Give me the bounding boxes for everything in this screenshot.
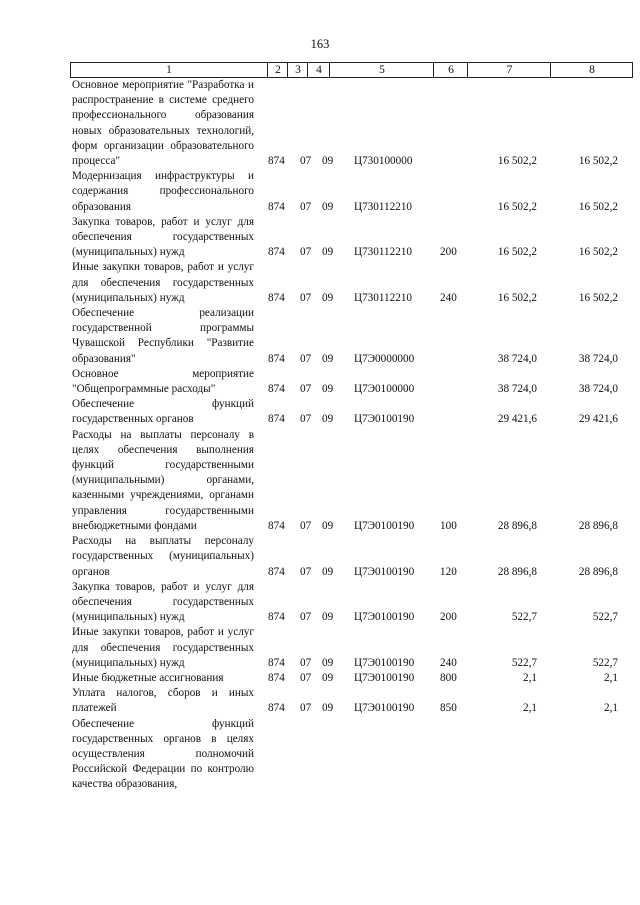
row-rz: 07 — [300, 671, 312, 684]
row-ved: 874 — [268, 155, 285, 168]
row-ved: 874 — [268, 383, 285, 396]
row-pr: 09 — [322, 383, 334, 396]
row-csr: Ц730112210 — [354, 246, 413, 259]
col-header-1: 1 — [166, 64, 172, 76]
row-sum-2: 38 724,0 — [578, 383, 618, 396]
row-sum-1: 16 502,2 — [497, 200, 537, 213]
row-pr: 09 — [322, 352, 334, 365]
row-pr: 09 — [322, 246, 334, 259]
table-row — [72, 215, 632, 261]
row-vr: 240 — [440, 656, 457, 669]
row-sum-1: 16 502,2 — [497, 155, 537, 168]
row-sum-1: 16 502,2 — [497, 246, 537, 259]
row-sum-1: 2,1 — [523, 671, 537, 684]
row-ved: 874 — [268, 702, 285, 715]
row-pr: 09 — [322, 519, 334, 532]
row-ved: 874 — [268, 200, 285, 213]
row-sum-2: 16 502,2 — [578, 246, 618, 259]
row-sum-2: 16 502,2 — [578, 200, 618, 213]
row-csr: Ц7Э0100000 — [354, 383, 415, 396]
col-header-7: 7 — [467, 63, 551, 77]
col-header-5: 5 — [329, 63, 434, 77]
row-sum-1: 522,7 — [511, 656, 537, 669]
table-row — [72, 717, 632, 793]
row-pr: 09 — [322, 413, 334, 426]
row-vr: 850 — [440, 702, 457, 715]
row-description: Расходы на выплаты персоналу в целях обеспечения выполнения функций государственными (муниципальными) органами, казенными учреждениями, органами управления государственными внебюджетными фондами — [72, 428, 254, 532]
row-sum-1: 38 724,0 — [497, 352, 537, 365]
row-vr: 240 — [440, 291, 457, 304]
row-description: Закупка товаров, работ и услуг для обеспечения государственных (муниципальных) нужд — [72, 580, 254, 624]
table-row — [72, 367, 632, 397]
row-description: Основное мероприятие "Разработка и распространение в системе среднего профессионального образования новых образовательных технологий, форм организации образовательного процесса" — [72, 79, 254, 168]
row-vr: 800 — [440, 671, 457, 684]
row-rz: 07 — [300, 246, 312, 259]
row-sum-2: 2,1 — [604, 702, 618, 715]
row-pr: 09 — [322, 155, 334, 168]
row-csr: Ц7Э0100190 — [354, 702, 415, 715]
row-ved: 874 — [268, 565, 285, 578]
row-sum-1: 38 724,0 — [497, 383, 537, 396]
col-header-3: 3 — [287, 63, 308, 77]
table-row — [72, 534, 632, 580]
row-pr: 09 — [322, 656, 334, 669]
row-ved: 874 — [268, 671, 285, 684]
row-description: Обеспечение реализации государственной программы Чувашской Республики "Развитие образования" — [72, 307, 254, 365]
row-rz: 07 — [300, 383, 312, 396]
row-rz: 07 — [300, 352, 312, 365]
table-row — [72, 306, 632, 367]
row-rz: 07 — [300, 200, 312, 213]
row-sum-2: 29 421,6 — [578, 413, 618, 426]
page-number: 163 — [310, 37, 330, 51]
table-body — [72, 78, 632, 793]
row-sum-1: 28 896,8 — [497, 519, 537, 532]
table-row — [72, 428, 632, 534]
table-row — [72, 397, 632, 427]
row-csr: Ц7Э0100190 — [354, 519, 415, 532]
table-row — [72, 625, 632, 671]
row-rz: 07 — [300, 702, 312, 715]
row-description: Закупка товаров, работ и услуг для обеспечения государственных (муниципальных) нужд — [72, 215, 254, 259]
row-description: Иные закупки товаров, работ и услуг для обеспечения государственных (муниципальных) нужд — [72, 261, 254, 304]
row-description: Иные закупки товаров, работ и услуг для обеспечения государственных (муниципальных) нужд — [72, 626, 254, 669]
row-ved: 874 — [268, 246, 285, 259]
row-csr: Ц730112210 — [354, 200, 413, 213]
row-vr: 200 — [440, 246, 457, 259]
row-sum-2: 16 502,2 — [578, 291, 618, 304]
row-pr: 09 — [322, 611, 334, 624]
table-row — [72, 260, 632, 306]
row-pr: 09 — [322, 200, 334, 213]
table-row — [72, 671, 632, 686]
row-vr: 100 — [440, 519, 457, 532]
row-ved: 874 — [268, 519, 285, 532]
table-row — [72, 169, 632, 215]
row-sum-1: 2,1 — [523, 702, 537, 715]
col-header-2: 2 — [267, 63, 288, 77]
row-csr: Ц7Э0000000 — [354, 352, 415, 365]
col-header-8: 8 — [550, 63, 633, 77]
table-row — [72, 686, 632, 716]
row-rz: 07 — [300, 413, 312, 426]
row-description: Обеспечение функций государственных органов в целях осуществления полномочий Российской Федерации по контролю качества образования, — [72, 717, 254, 791]
col-header-4: 4 — [307, 63, 330, 77]
row-csr: Ц7Э0100190 — [354, 611, 415, 624]
row-ved: 874 — [268, 291, 285, 304]
row-rz: 07 — [300, 519, 312, 532]
row-sum-2: 28 896,8 — [578, 519, 618, 532]
col-header-6: 6 — [433, 63, 468, 77]
row-description: Модернизация инфраструктуры и содержания профессионального образования — [72, 170, 254, 213]
row-rz: 07 — [300, 565, 312, 578]
row-description: Иные бюджетные ассигнования — [72, 671, 224, 684]
row-csr: Ц730112210 — [354, 291, 413, 304]
row-sum-2: 16 502,2 — [578, 155, 618, 168]
row-csr: Ц7Э0100190 — [354, 671, 415, 684]
row-vr: 120 — [440, 565, 457, 578]
row-sum-2: 38 724,0 — [578, 352, 618, 365]
row-csr: Ц7Э0100190 — [354, 413, 415, 426]
row-description: Обеспечение функций государственных органов — [72, 398, 254, 426]
row-sum-2: 2,1 — [604, 671, 618, 684]
row-sum-1: 16 502,2 — [497, 291, 537, 304]
row-sum-2: 28 896,8 — [578, 565, 618, 578]
row-rz: 07 — [300, 656, 312, 669]
row-rz: 07 — [300, 291, 312, 304]
row-csr: Ц7Э0100190 — [354, 565, 415, 578]
row-description: Расходы на выплаты персоналу государственных (муниципальных) органов — [72, 535, 254, 578]
row-pr: 09 — [322, 671, 334, 684]
row-vr: 200 — [440, 611, 457, 624]
row-pr: 09 — [322, 291, 334, 304]
table-row — [72, 78, 632, 169]
row-sum-1: 28 896,8 — [497, 565, 537, 578]
row-csr: Ц7Э0100190 — [354, 656, 415, 669]
row-pr: 09 — [322, 702, 334, 715]
table-header — [70, 62, 633, 78]
row-ved: 874 — [268, 656, 285, 669]
row-pr: 09 — [322, 565, 334, 578]
row-sum-1: 522,7 — [511, 611, 537, 624]
table-row — [72, 580, 632, 626]
row-csr: Ц730100000 — [354, 155, 413, 168]
row-sum-2: 522,7 — [592, 611, 618, 624]
row-ved: 874 — [268, 611, 285, 624]
row-sum-2: 522,7 — [592, 656, 618, 669]
row-ved: 874 — [268, 352, 285, 365]
row-rz: 07 — [300, 155, 312, 168]
row-rz: 07 — [300, 611, 312, 624]
row-description: Основное мероприятие "Общепрограммные расходы" — [72, 367, 254, 396]
row-sum-1: 29 421,6 — [497, 413, 537, 426]
row-ved: 874 — [268, 413, 285, 426]
row-description: Уплата налогов, сборов и иных платежей — [72, 687, 254, 715]
